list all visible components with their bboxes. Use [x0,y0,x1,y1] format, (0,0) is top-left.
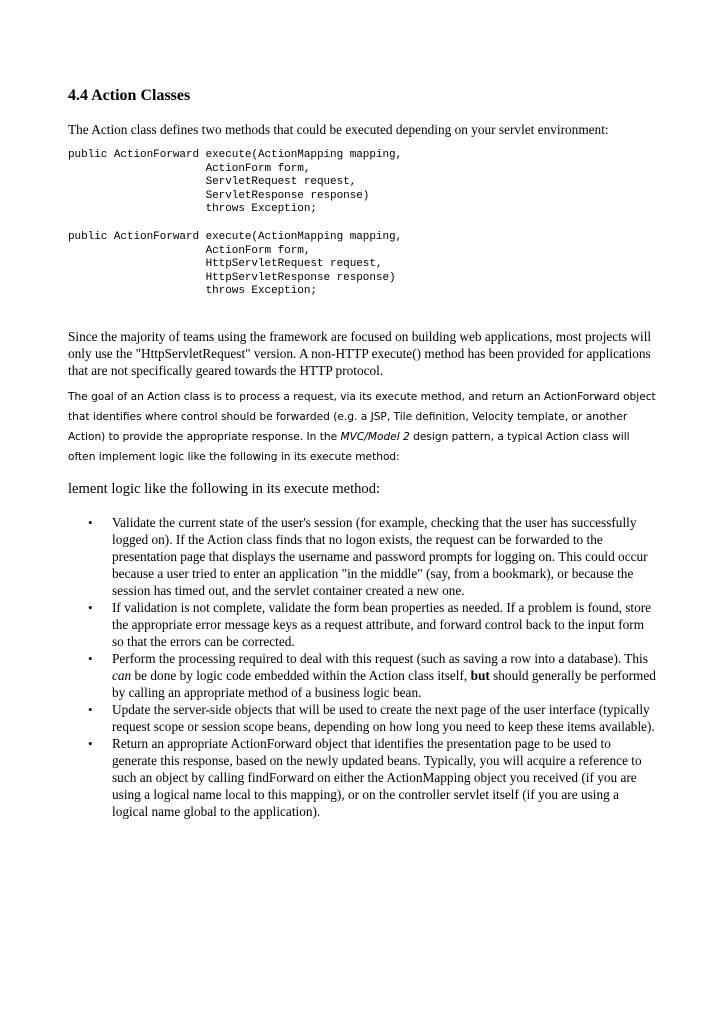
list-item [68,701,656,735]
list-item-text: Validate the current state of the user's session (for example, checking that the user has successfully logged on). If the Action class finds that no logon exists, the request can be forwarded to the presentation page that displays the username and password prompts for logging on. This could occur because a user tried to enter an application "in the middle" (say, from a bookmark), or because the session has timed out, and the servlet container created a new one. [112,514,648,598]
bullet-icon: • [88,650,93,666]
list-item-text: If validation is not complete, validate the form bean properties as needed. If a problem is found, store the appropriate error message keys as a request attribute, and forward control back to the input form so that the errors can be corrected. [112,599,652,649]
bullet-icon: • [88,701,93,717]
list-item-text: Update the server-side objects that will be used to create the next page of the user interface (typically request scope or session scope beans, depending on how long you need to keep these items available). [112,701,655,734]
list-item [68,735,656,820]
goal-text-after: design pattern, a typical Action class will often implement logic like the following in its execute method: [68,430,630,463]
page-content [68,86,656,820]
intro-paragraph: The Action class defines two methods that could be executed depending on your servlet environment: [68,122,609,137]
bullet-list [68,514,656,820]
goal-emphasis: MVC/Model 2 [340,430,410,443]
list-item [68,650,656,701]
code-block-servlet: public ActionForward execute(ActionMapping mapping, ActionForm form, ServletRequest request, ServletResponse response) throws Exception; [68,149,403,216]
bullet-icon: • [88,514,93,530]
list-item-text-part: be done by logic code embedded within the Action class itself, [131,667,471,683]
code-block-http-servlet: public ActionForward execute(ActionMapping mapping, ActionForm form, HttpServletRequest request, HttpServletResponse response) throws Exception; [68,230,403,298]
list-item-text-part: Perform the processing required to deal with this request (such as saving a row into a database). This [112,650,648,666]
goal-text-before: The goal of an Action class is to process a request, via its execute method, and return an ActionForward object that identifies where control should be forwarded (e.g. a JSP, Tile definition, Velocity template, or another Action) to provide the appropriate response. In the [68,390,656,443]
bullet-icon: • [88,735,93,751]
list-item-text-part: should generally be performed by calling an appropriate method of a business logic bean. [112,667,656,700]
fragment-line: lement logic like the following in its execute method: [68,480,381,497]
bullet-icon: • [88,599,93,615]
goal-paragraph [68,387,656,467]
list-item [68,599,656,650]
list-item-text: Return an appropriate ActionForward object that identifies the presentation page to be used to generate this response, based on the newly updated beans. Typically, you will acquire a reference to such an object by calling findForward on either the ActionMapping object you received (if you are using a logical name local to this mapping), or on the controller servlet itself (if you are using a logical name global to the application). [112,735,642,819]
emphasis-can: can [112,667,132,683]
section-heading: 4.4 Action Classes [68,87,191,104]
bold-but: but [470,667,490,683]
list-item [68,514,656,599]
since-paragraph: Since the majority of teams using the framework are focused on building web applications, most projects will only use the "HttpServletRequest" version. A non-HTTP execute() method has been provided for applications that are not specifically geared towards the HTTP protocol. [68,328,652,378]
